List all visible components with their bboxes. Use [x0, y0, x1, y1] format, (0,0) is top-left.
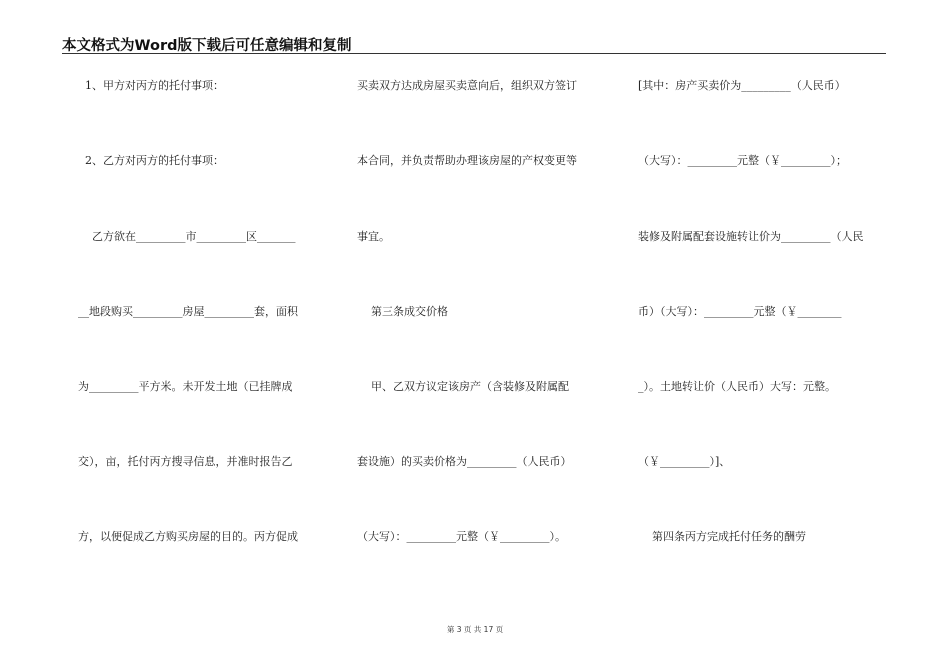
text-line: 甲、乙双方议定该房产（含装修及附属配	[357, 380, 569, 393]
text-line: 事宜。	[357, 230, 390, 243]
text-line: [其中：房产买卖价为_________（人民币）	[638, 79, 846, 92]
text-line: __地段购买_________房屋_________套，面积	[78, 305, 298, 318]
text-line: 方，以便促成乙方购买房屋的目的。丙方促成	[78, 530, 298, 543]
text-line: （大写）：_________元整（￥_________）。	[357, 530, 566, 543]
text-line: 2、乙方对丙方的托付事项：	[78, 154, 224, 167]
document-header-title: 本文格式为Word版下载后可任意编辑和复制	[62, 38, 352, 54]
text-line: 本合同，并负责帮助办理该房屋的产权变更等	[357, 154, 577, 167]
text-line: 1、甲方对丙方的托付事项：	[78, 79, 224, 92]
text-line: 套设施）的买卖价格为_________（人民币）	[357, 455, 572, 468]
section-heading: 第三条成交价格	[357, 305, 448, 318]
text-line: 为_________平方米。未开发土地（已挂牌成	[78, 380, 293, 393]
section-heading: 第四条丙方完成托付任务的酬劳	[638, 530, 806, 543]
text-line: 乙方欲在_________市_________区_______	[78, 230, 296, 243]
text-line: 买卖双方达成房屋买卖意向后，组织双方签订	[357, 79, 577, 92]
text-line: 交），亩，托付丙方搜寻信息，并准时报告乙	[78, 455, 293, 468]
text-line: （大写）：_________元整（￥_________）；	[638, 154, 847, 167]
text-line: 装修及附属配套设施转让价为_________（人民	[638, 230, 864, 243]
header-divider	[62, 53, 886, 54]
text-line: _）。土地转让价（人民币）大写：元整。	[638, 380, 836, 393]
text-line: 币）（大写）：_________元整（￥________	[638, 305, 842, 318]
text-line: （￥_________）]、	[638, 455, 731, 468]
page-number-footer: 第 3 页 共 17 页	[446, 625, 504, 634]
